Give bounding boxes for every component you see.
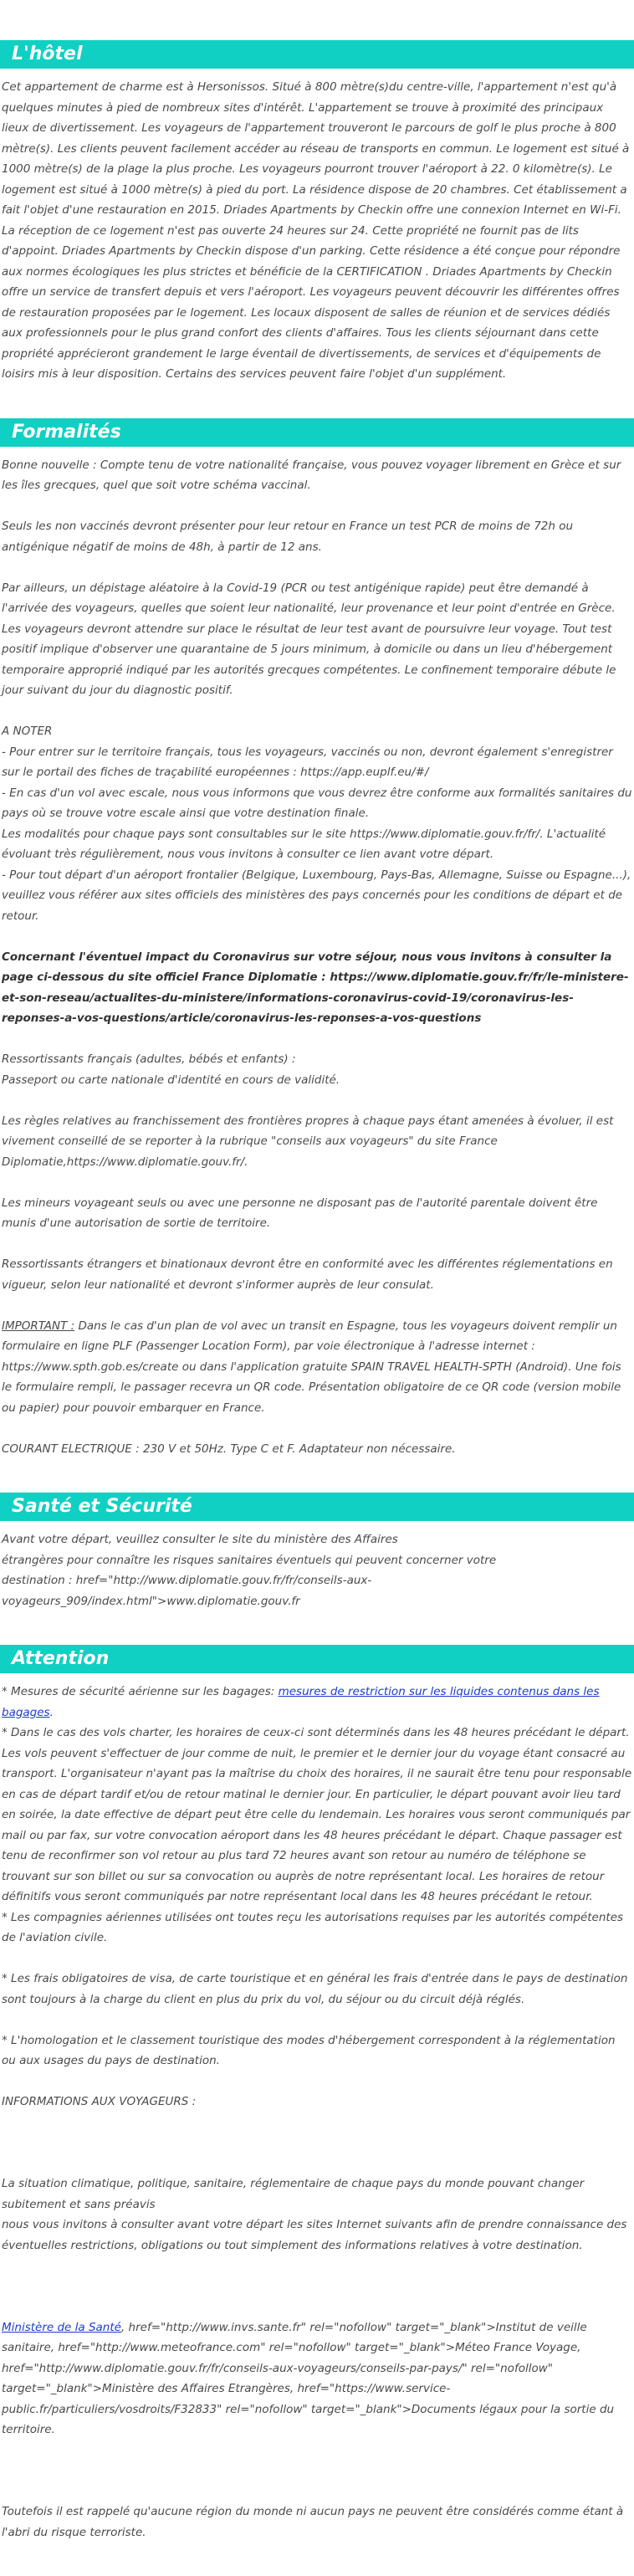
formalites-rules: Les règles relatives au franchissement des frontières propres à chaque pays étant amenées à évoluer, il est vivement conseillé de se reporter à la rubrique "conseils aux voyageurs" du site France Diplomatie,https://www.diplomatie.gouv.fr/. — [2, 1114, 614, 1169]
hotel-section — [0, 40, 634, 385]
hotel-content — [0, 77, 634, 385]
sante-content — [0, 1529, 634, 1611]
attention-section — [0, 1645, 634, 2543]
formalites-coronavirus-notice: Concernant l'éventuel impact du Coronavirus sur votre séjour, nous vous invitons à consulter la page ci-dessous du site officiel France Diplomatie : https://www.diplomatie.gouv.fr/fr/le-ministere-et-son-reseau/actualites-du-ministere/informations-coronavirus-covid-19/coronavirus-les-reponses-a-vos-questions/article/coronavirus-les-reponses-a-vos-questions — [2, 950, 629, 1025]
attention-infos-title: INFORMATIONS AUX VOYAGEURS : — [2, 2095, 197, 2108]
attention-mesures — [2, 1682, 632, 1723]
attention-ministere — [2, 2317, 632, 2440]
formalites-noter-title: A NOTER — [2, 725, 53, 738]
attention-frais: * Les frais obligatoires de visa, de carte touristique et en général les frais d'entrée dans le pays de destination sont toujours à la charge du client en plus du prix du vol, du séjour ou du circuit déjà réglés. — [2, 1972, 628, 2006]
ministere-sante-link[interactable]: Ministère de la Santé — [2, 2320, 121, 2334]
formalites-noter-2: - En cas d'un vol avec escale, nous vous informons que vous devrez être conforme aux formalités sanitaires du pays où se trouve votre escale ainsi que votre destination finale. — [2, 786, 632, 820]
spacer — [2, 2440, 632, 2502]
attention-compagnies: * Les compagnies aériennes utilisées ont toutes reçu les autorisations requises par les autorités compétentes de l'aviation civile. — [2, 1910, 624, 1944]
attention-situation-2: nous vous invitons à consulter avant votre départ les sites Internet suivants afin de prendre connaissance des éventuelles restrictions, obligations ou tout simplement des informations relatives à votre destination. — [2, 2218, 627, 2252]
formalites-unvaccinated: Seuls les non vaccinés devront présenter pour leur retour en France un test PCR de moins de 72h ou antigénique négatif de moins de 48h, à partir de 12 ans. — [2, 520, 574, 554]
sante-title: Santé et Sécurité — [0, 1493, 634, 1521]
sante-line-1: Avant votre départ, veuillez consulter le site du ministère des Affaires — [2, 1533, 398, 1546]
formalites-minors: Les mineurs voyageant seuls ou avec une personne ne disposant pas de l'autorité parentale doivent être munis d'une autorisation de sortie de territoire. — [2, 1196, 598, 1230]
attention-homologation: * L'homologation et le classement touristique des modes d'hébergement correspondent à la réglementation ou aux usages du pays de destination. — [2, 2033, 616, 2067]
spacer — [2, 2072, 632, 2092]
attention-situation-1: La situation climatique, politique, sanitaire, réglementaire de chaque pays du monde pouvant changer subitement et sans préavis — [2, 2177, 585, 2211]
attention-ministere-text: , href="http://www.invs.sante.fr" rel="nofollow" target="_blank">Institut de veille sanitaire, href="http://www.meteofrance.com" rel="nofollow" target="_blank">Méteo France Voyage, href="http://www.diplomatie.gouv.fr/fr/conseils-aux-voyageurs/conseils-par-pays/" rel="nofollow" target="_blank">Ministère des Affaires Etrangères, href="https://www.service-public.fr/particuliers/vosdroits/F32833" rel="nofollow" target="_blank">Documents légaux pour la sortie du territoire. — [2, 2320, 615, 2436]
formalites-electric: COURANT ELECTRIQUE : 230 V et 50Hz. Type C et F. Adaptateur non nécessaire. — [2, 1442, 456, 1456]
attention-charter: * Dans le cas des vols charter, les horaires de ceux-ci sont déterminés dans les 48 heures précédant le départ. Les vols peuvent s'effectuer de jour comme de nuit, le premier et le dernier jour du voyage étant consacré au transport. L'organisateur n'ayant pas la maîtrise du choix des horaires, il ne saurait être tenu pour responsable en cas de départ tardif et/ou de retour matinal le dernier jour. En particulier, le départ pouvant avoir lieu tard en soirée, la date effective de départ peut être celle du lendemain. Les horaires vous seront communiqués par mail ou par fax, sur votre convocation aéroport dans les 48 heures précédant le départ. Chaque passager est tenu de reconfirmer son vol retour au plus tard 72 heures avant son retour au numéro de téléphone se trouvant sur son billet ou sur sa convocation ou auprès de notre représentant local. Les horaires de retour définitifs vous seront communiqués par notre représentant local dans les 48 heures précédant le retour. — [2, 1726, 632, 1903]
formalites-noter-3: Les modalités pour chaque pays sont consultables sur le site https://www.diplomatie.gouv.fr/fr/. L'actualité évoluant très régulièrement, nous vous invitons à consulter ce lien avant votre départ. — [2, 827, 606, 861]
attention-title: Attention — [0, 1645, 634, 1673]
formalites-ressortissants-title: Ressortissants français (adultes, bébés et enfants) : — [2, 1052, 296, 1066]
formalites-random-test: Par ailleurs, un dépistage aléatoire à la Covid-19 (PCR ou test antigénique rapide) peut être demandé à l'arrivée des voyageurs, quelles que soient leur nationalité, leur provenance et leur point d'entrée en Grèce. Les voyageurs devront attendre sur place le résultat de leur test avant de poursuivre leur voyage. Tout test positif implique d'observer une quarantaine de 5 jours minimum, à domicile ou dans un lieu d'hébergement temporaire approprié indiqué par les autorités grecques compétentes. Le confinement temporaire débute le jour suivant du jour du diagnostic positif. — [2, 581, 616, 697]
formalites-important-label: IMPORTANT : — [2, 1319, 75, 1333]
attention-terroriste: Toutefois il est rappelé qu'aucune région du monde ni aucun pays ne peuvent être considérés comme étant à l'abri du risque terroriste. — [2, 2505, 624, 2539]
formalites-section — [0, 418, 634, 1460]
hotel-title: L'hôtel — [0, 40, 634, 69]
formalites-important-text: Dans le cas d'un plan de vol avec un transit en Espagne, tous les voyageurs doivent remplir un formulaire en ligne PLF (Passenger Location Form), par voie électronique à l'adresse internet : https://www.spth.gob.es/create ou dans l'application gratuite SPAIN TRAVEL HEALTH-SPTH (Android). Une fois le formulaire rempli, le passager recevra un QR code. Présentation obligatoire de ce QR code (version mobile ou papier) pour pouvoir embarquer en France. — [2, 1319, 621, 1415]
attention-mesures-suffix: . — [49, 1705, 54, 1719]
formalites-foreigners: Ressortissants étrangers et binationaux devront être en conformité avec les différentes réglementations en vigueur, selon leur nationalité et devront s'informer auprès de leur consulat. — [2, 1257, 613, 1292]
sante-line-3: destination : href="http://www.diplomatie.gouv.fr/fr/conseils-aux-voyageurs_909/index.html">www.diplomatie.gouv.fr — [2, 1574, 372, 1608]
liquid-restrictions-link[interactable]: mesures de restriction sur les liquides contenus dans les bagages — [2, 1685, 600, 1719]
formalites-important — [2, 1316, 632, 1419]
sante-line-2: étrangères pour connaître les risques sanitaires éventuels qui peuvent concerner votre — [2, 1553, 497, 1567]
sante-section — [0, 1493, 634, 1611]
attention-content — [0, 1682, 634, 2543]
formalites-content — [0, 455, 634, 1460]
formalites-title: Formalités — [0, 418, 634, 447]
formalites-noter-4: - Pour tout départ d'un aéroport frontalier (Belgique, Luxembourg, Pays-Bas, Allemagne, Suisse ou Espagne...), veuillez vous référer aux sites officiels des ministères des pays concernés pour les conditions de départ et de retour. — [2, 868, 631, 923]
formalites-good-news: Bonne nouvelle : Compte tenu de votre nationalité française, vous pouvez voyager librement en Grèce et sur les îles grecques, quel que soit votre schéma vaccinal. — [2, 458, 621, 492]
spacer — [2, 2256, 632, 2317]
attention-mesures-prefix: * Mesures de sécurité aérienne sur les bagages: — [2, 1685, 279, 1698]
formalites-noter-1: - Pour entrer sur le territoire français, tous les voyageurs, vaccinés ou non, devront également s'enregistrer sur le portail des fiches de traçabilité européennes : https://app.euplf.eu/#/ — [2, 745, 613, 779]
formalites-ressortissants-docs: Passeport ou carte nationale d'identité en cours de validité. — [2, 1073, 340, 1087]
hotel-description: Cet appartement de charme est à Hersonissos. Situé à 800 mètre(s)du centre-ville, l'appartement n'est qu'à quelques minutes à pied de nombreux sites d'intérêt. L'appartement se trouve à proximité des principaux lieux de divertissement. Les voyageurs de l'appartement trouveront le parcours de golf le plus proche à 800 mètre(s). Les clients peuvent facilement accéder au réseau de transports en commun. Le logement est situé à 1000 mètre(s) de la plage la plus proche. Les voyageurs pourront trouver l'aéroport à 22. 0 kilomètre(s). Le logement est situé à 1000 mètre(s) à pied du port. La résidence dispose de 20 chambres. Cet établissement a fait l'objet d'une restauration en 2015. Driades Apartments by Checkin offre une connexion Internet en Wi-Fi. La réception de ce logement n'est pas ouverte 24 heures sur 24. Cette propriété ne fournit pas de lits d'appoint. Driades Apartments by Checkin dispose d'un parking. Cette résidence a été conçue pour répondre aux normes écologiques les plus strictes et bénéficie de la CERTIFICATION . Driades Apartments by Checkin offre un service de transfert depuis et vers l'aéroport. Les voyageurs peuvent découvrir les différentes offres de restauration proposées par le logement. Les locaux disposent de salles de réunion et de services dédiés aux professionnels pour le plus grand confort des clients d'affaires. Tous les clients séjournant dans cette propriété apprécieront grandement le large éventail de divertissements, de services et d'équipements de loisirs mis à leur disposition. Certains des services peuvent faire l'objet d'un supplément. — [2, 80, 630, 381]
spacer — [2, 2113, 632, 2174]
